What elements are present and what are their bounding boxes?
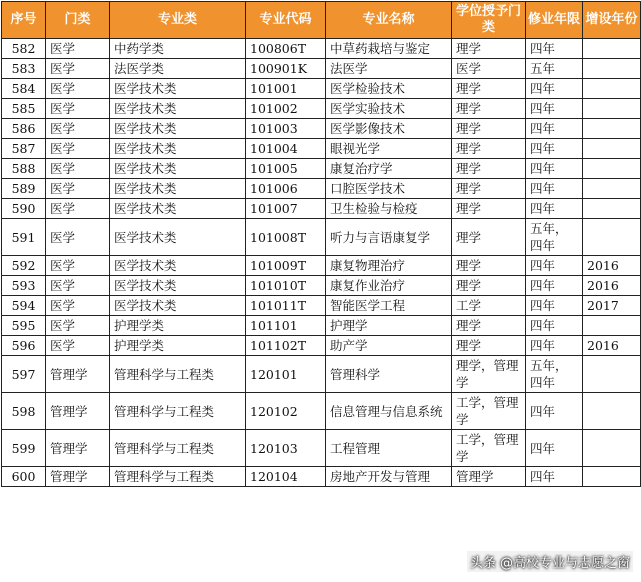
table-cell: 医学技术类 xyxy=(110,219,246,256)
table-cell: 101011T xyxy=(246,296,326,316)
table-cell: 四年 xyxy=(526,199,583,219)
table-cell xyxy=(583,219,641,256)
table-cell: 101002 xyxy=(246,99,326,119)
table-cell: 理学 xyxy=(452,256,526,276)
table-cell: 四年 xyxy=(526,393,583,430)
table-row xyxy=(2,39,641,59)
table-cell: 599 xyxy=(2,430,46,467)
table-cell: 中药学类 xyxy=(110,39,246,59)
table-cell: 五年，四年 xyxy=(526,219,583,256)
table-cell: 管理学 xyxy=(46,393,110,430)
table-cell: 医学检验技术 xyxy=(326,79,452,99)
table-cell: 理学 xyxy=(452,199,526,219)
table-cell: 管理学 xyxy=(452,467,526,487)
table-cell: 管理学 xyxy=(46,356,110,393)
table-cell: 593 xyxy=(2,276,46,296)
table-cell xyxy=(583,199,641,219)
table-cell: 医学技术类 xyxy=(110,199,246,219)
table-cell: 2017 xyxy=(583,296,641,316)
table-cell: 理学 xyxy=(452,276,526,296)
table-cell: 101001 xyxy=(246,79,326,99)
table-cell: 582 xyxy=(2,39,46,59)
table-row xyxy=(2,159,641,179)
table-cell: 101003 xyxy=(246,119,326,139)
table-cell: 585 xyxy=(2,99,46,119)
table-cell: 护理学类 xyxy=(110,316,246,336)
table-cell: 四年 xyxy=(526,296,583,316)
table-cell: 101007 xyxy=(246,199,326,219)
table-cell: 四年 xyxy=(526,256,583,276)
table-cell: 101101 xyxy=(246,316,326,336)
header-row xyxy=(2,2,641,39)
table-cell: 四年 xyxy=(526,316,583,336)
table-cell xyxy=(583,316,641,336)
table-cell: 598 xyxy=(2,393,46,430)
table-cell: 法医学 xyxy=(326,59,452,79)
table-cell: 四年 xyxy=(526,99,583,119)
table-cell: 工程管理 xyxy=(326,430,452,467)
column-header: 专业代码 xyxy=(246,2,326,39)
table-cell: 理学 xyxy=(452,316,526,336)
table-cell: 医学 xyxy=(46,199,110,219)
table-cell: 四年 xyxy=(526,276,583,296)
table-cell: 理学 xyxy=(452,99,526,119)
table-cell: 智能医学工程 xyxy=(326,296,452,316)
table-cell: 工学，管理学 xyxy=(452,393,526,430)
table-cell: 康复治疗学 xyxy=(326,159,452,179)
table-row xyxy=(2,219,641,256)
table-cell xyxy=(583,139,641,159)
table-cell: 医学 xyxy=(46,219,110,256)
table-cell: 理学，管理学 xyxy=(452,356,526,393)
table-row xyxy=(2,179,641,199)
table-cell: 医学技术类 xyxy=(110,99,246,119)
table-cell: 120101 xyxy=(246,356,326,393)
table-cell xyxy=(583,179,641,199)
table-cell: 588 xyxy=(2,159,46,179)
table-cell: 医学技术类 xyxy=(110,296,246,316)
table-cell: 医学 xyxy=(452,59,526,79)
table-cell: 房地产开发与管理 xyxy=(326,467,452,487)
table-cell: 卫生检验与检疫 xyxy=(326,199,452,219)
table-row xyxy=(2,467,641,487)
table-cell: 2016 xyxy=(583,276,641,296)
table-cell: 四年 xyxy=(526,79,583,99)
table-cell: 2016 xyxy=(583,336,641,356)
table-row xyxy=(2,393,641,430)
table-cell: 管理学 xyxy=(46,467,110,487)
table-cell: 医学技术类 xyxy=(110,139,246,159)
table-cell: 医学 xyxy=(46,39,110,59)
table-cell: 医学 xyxy=(46,139,110,159)
table-cell: 四年 xyxy=(526,39,583,59)
column-header: 增设年份 xyxy=(583,2,641,39)
table-cell xyxy=(583,159,641,179)
table-cell: 583 xyxy=(2,59,46,79)
table-cell: 590 xyxy=(2,199,46,219)
table-cell: 医学技术类 xyxy=(110,256,246,276)
table-cell: 管理科学与工程类 xyxy=(110,393,246,430)
table-cell xyxy=(583,59,641,79)
table-cell: 理学 xyxy=(452,179,526,199)
table-cell: 医学 xyxy=(46,159,110,179)
table-cell: 四年 xyxy=(526,467,583,487)
table-cell: 594 xyxy=(2,296,46,316)
table-row xyxy=(2,316,641,336)
table-cell: 101010T xyxy=(246,276,326,296)
table-cell: 助产学 xyxy=(326,336,452,356)
table-cell: 医学技术类 xyxy=(110,119,246,139)
column-header: 修业年限 xyxy=(526,2,583,39)
table-cell: 法医学类 xyxy=(110,59,246,79)
table-cell: 四年 xyxy=(526,139,583,159)
table-cell: 管理科学与工程类 xyxy=(110,430,246,467)
table-cell: 101005 xyxy=(246,159,326,179)
table-cell: 管理学 xyxy=(46,430,110,467)
table-cell: 120103 xyxy=(246,430,326,467)
table-cell: 医学 xyxy=(46,99,110,119)
table-row xyxy=(2,199,641,219)
table-cell xyxy=(583,119,641,139)
column-header: 学位授予门类 xyxy=(452,2,526,39)
table-cell: 100901K xyxy=(246,59,326,79)
table-cell: 医学 xyxy=(46,59,110,79)
table-cell: 医学 xyxy=(46,336,110,356)
table-cell: 医学 xyxy=(46,119,110,139)
table-cell: 管理科学与工程类 xyxy=(110,356,246,393)
table-row xyxy=(2,139,641,159)
table-cell: 四年 xyxy=(526,179,583,199)
watermark: 头条 @高校专业与志愿之窗 xyxy=(467,551,633,572)
table-cell: 中草药栽培与鉴定 xyxy=(326,39,452,59)
table-cell: 医学 xyxy=(46,296,110,316)
table-cell: 信息管理与信息系统 xyxy=(326,393,452,430)
column-header: 专业名称 xyxy=(326,2,452,39)
column-header: 门类 xyxy=(46,2,110,39)
table-cell: 医学技术类 xyxy=(110,276,246,296)
table-cell: 589 xyxy=(2,179,46,199)
table-row xyxy=(2,79,641,99)
table-cell: 600 xyxy=(2,467,46,487)
table-cell: 管理科学 xyxy=(326,356,452,393)
table-row xyxy=(2,256,641,276)
table-row xyxy=(2,296,641,316)
table-cell: 护理学 xyxy=(326,316,452,336)
table-cell: 医学 xyxy=(46,276,110,296)
table-cell: 100806T xyxy=(246,39,326,59)
table-cell xyxy=(583,393,641,430)
table-cell xyxy=(583,430,641,467)
table-body xyxy=(2,39,641,487)
table-cell: 2016 xyxy=(583,256,641,276)
table-cell: 101102T xyxy=(246,336,326,356)
table-cell: 医学实验技术 xyxy=(326,99,452,119)
table-cell: 四年 xyxy=(526,336,583,356)
major-table xyxy=(1,1,641,487)
table-row xyxy=(2,99,641,119)
table-cell: 586 xyxy=(2,119,46,139)
table-cell: 四年 xyxy=(526,119,583,139)
table-cell: 587 xyxy=(2,139,46,159)
table-cell: 101009T xyxy=(246,256,326,276)
table-row xyxy=(2,430,641,467)
table-cell: 理学 xyxy=(452,79,526,99)
table-cell: 康复物理治疗 xyxy=(326,256,452,276)
table-cell xyxy=(583,99,641,119)
table-cell: 五年 xyxy=(526,59,583,79)
table-row xyxy=(2,336,641,356)
table-cell: 592 xyxy=(2,256,46,276)
table-cell: 120104 xyxy=(246,467,326,487)
column-header: 专业类 xyxy=(110,2,246,39)
table-cell: 医学 xyxy=(46,256,110,276)
table-cell xyxy=(583,356,641,393)
table-cell: 康复作业治疗 xyxy=(326,276,452,296)
table-cell: 101006 xyxy=(246,179,326,199)
table-cell: 护理学类 xyxy=(110,336,246,356)
table-cell: 口腔医学技术 xyxy=(326,179,452,199)
table-cell: 工学，管理学 xyxy=(452,430,526,467)
table-cell xyxy=(583,39,641,59)
table-cell: 四年 xyxy=(526,430,583,467)
table-cell: 理学 xyxy=(452,39,526,59)
table-cell: 理学 xyxy=(452,119,526,139)
table-row xyxy=(2,119,641,139)
table-cell: 听力与言语康复学 xyxy=(326,219,452,256)
column-header: 序号 xyxy=(2,2,46,39)
table-cell: 120102 xyxy=(246,393,326,430)
table-row xyxy=(2,276,641,296)
table-cell: 医学 xyxy=(46,79,110,99)
table-cell: 医学 xyxy=(46,179,110,199)
table-cell: 医学技术类 xyxy=(110,179,246,199)
table-cell: 四年 xyxy=(526,159,583,179)
table-cell: 101008T xyxy=(246,219,326,256)
table-cell: 理学 xyxy=(452,159,526,179)
table-cell: 医学技术类 xyxy=(110,159,246,179)
table-cell: 眼视光学 xyxy=(326,139,452,159)
table-cell: 584 xyxy=(2,79,46,99)
table-cell: 医学 xyxy=(46,316,110,336)
table-cell: 597 xyxy=(2,356,46,393)
table-cell: 理学 xyxy=(452,336,526,356)
table-cell: 591 xyxy=(2,219,46,256)
table-cell: 医学影像技术 xyxy=(326,119,452,139)
table-cell: 595 xyxy=(2,316,46,336)
table-cell: 596 xyxy=(2,336,46,356)
table-cell: 医学技术类 xyxy=(110,79,246,99)
table-row xyxy=(2,356,641,393)
table-cell: 管理科学与工程类 xyxy=(110,467,246,487)
table-cell: 五年，四年 xyxy=(526,356,583,393)
table-cell xyxy=(583,467,641,487)
table-cell: 101004 xyxy=(246,139,326,159)
table-cell xyxy=(583,79,641,99)
table-cell: 工学 xyxy=(452,296,526,316)
table-cell: 理学 xyxy=(452,139,526,159)
table-row xyxy=(2,59,641,79)
table-cell: 理学 xyxy=(452,219,526,256)
